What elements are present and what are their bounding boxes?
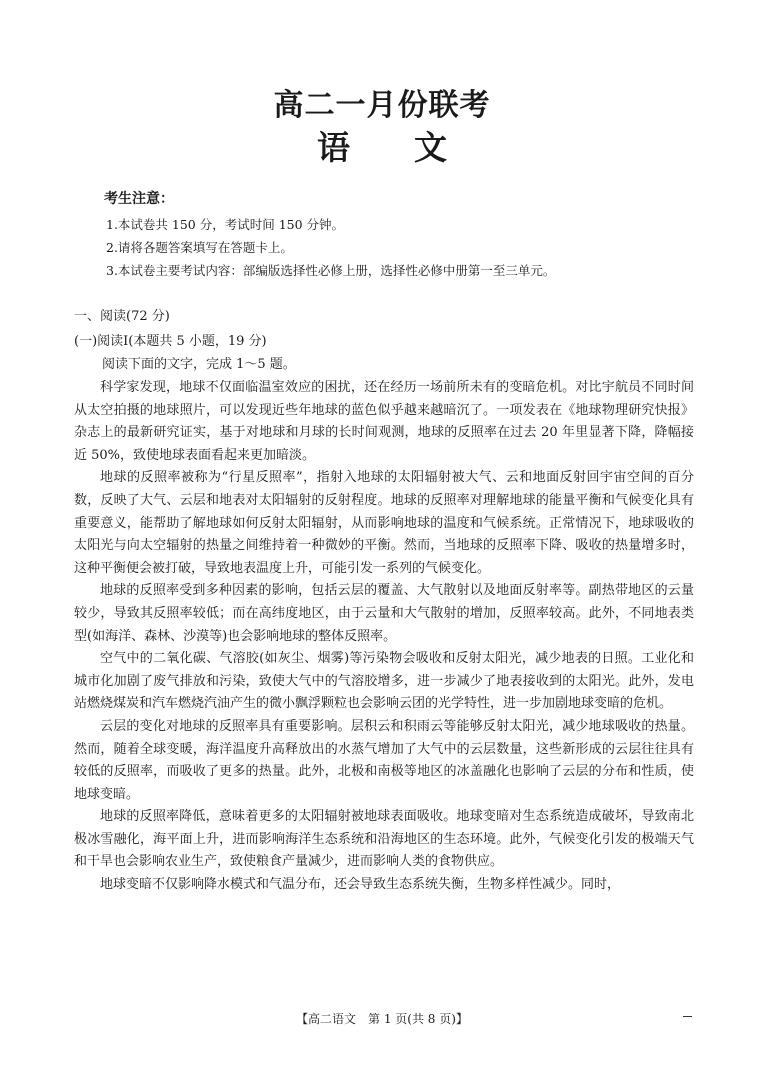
notice-item: 2.请将各题答案填写在答题卡上。 xyxy=(106,240,293,255)
reading-passage xyxy=(74,377,694,897)
passage-paragraph: 科学家发现，地球不仅面临温室效应的困扰，还在经历一场前所未有的变暗危机。对比宇航员不同时间从太空拍摄的地球照片，可以发现近些年地球的蓝色似乎越来越暗沉了。一项发表在《地球物理研究快报》杂志上的最新研究证实，基于对地球和月球的长时间观测，地球的反照率在过去 20 年里显著下降，降幅接近 50%，致使地球表面看起来更加暗淡。 xyxy=(74,380,694,463)
notice-item: 1.本试卷共 150 分，考试时间 150 分钟。 xyxy=(106,217,345,232)
passage-paragraph: 地球的反照率降低，意味着更多的太阳辐射被地球表面吸收。地球变暗对生态系统造成破坏，导致南北极冰雪融化，海平面上升，进而影响海洋生态系统和沿海地区的生态环境。此外，气候变化引发的极端天气和干旱也会影响农业生产，致使粮食产量减少，进而影响人类的食物供应。 xyxy=(74,809,694,870)
section-heading: 一、阅读(72 分) xyxy=(74,309,170,324)
exam-title: 高二一月份联考 xyxy=(273,88,491,123)
passage-paragraph: 地球的反照率受到多种因素的影响，包括云层的覆盖、大气散射以及地面反射率等。副热带地区的云量较少，导致其反照率较低；而在高纬度地区，由于云量和大气散射的增加，反照率较高。此外，不同地表类型(如海洋、森林、沙漠等)也会影响地球的整体反照率。 xyxy=(74,583,694,644)
notice-item: 3.本试卷主要考试内容：部编版选择性必修上册，选择性必修中册第一至三单元。 xyxy=(106,263,556,278)
notice-heading: 考生注意： xyxy=(104,191,174,207)
subject-title: 语文 xyxy=(317,128,511,167)
corner-mark xyxy=(683,1016,692,1017)
page-footer: 【高二语文 第 1 页(共 8 页)】 xyxy=(296,1012,468,1026)
passage-paragraph: 地球变暗不仅影响降水模式和气温分布，还会导致生态系统失衡，生物多样性减少。同时， xyxy=(100,877,621,893)
reading-instruction: 阅读下面的文字，完成 1～5 题。 xyxy=(102,357,296,372)
passage-paragraph: 空气中的二氧化碳、气溶胶(如灰尘、烟雾)等污染物会吸收和反射太阳光，减少地表的日照。工业化和城市化加剧了废气排放和污染，致使大气中的气溶胶增多，进一步减少了地表接收到的太阳光。此外，发电站燃烧煤炭和汽车燃烧汽油产生的微小飘浮颗粒也会影响云团的光学特性，进一步加剧地球变暗的危机。 xyxy=(74,651,694,712)
passage-paragraph: 地球的反照率被称为“行星反照率”，指射入地球的太阳辐射被大气、云和地面反射回宇宙空间的百分数，反映了大气、云层和地表对太阳辐射的反射程度。地球的反照率对理解地球的能量平衡和气候变化具有重要意义，能帮助了解地球如何反射太阳辐射，从而影响地球的温度和气候系统。正常情况下，地球吸收的太阳光与向太空辐射的热量之间维持着一种微妙的平衡。然而，当地球的反照率下降、吸收的热量增多时，这种平衡便会被打破，导致地表温度上升，可能引发一系列的气候变化。 xyxy=(74,470,694,576)
passage-paragraph: 云层的变化对地球的反照率具有重要影响。层积云和积雨云等能够反射太阳光，减少地球吸收的热量。然而，随着全球变暖，海洋温度升高释放出的水蒸气增加了大气中的云层数量，这些新形成的云层往往具有较低的反照率，而吸收了更多的热量。此外，北极和南极等地区的冰盖融化也影响了云层的分布和性质，使地球变暗。 xyxy=(74,718,694,802)
subsection-heading: (一)阅读Ⅰ(本题共 5 小题，19 分) xyxy=(74,334,267,349)
